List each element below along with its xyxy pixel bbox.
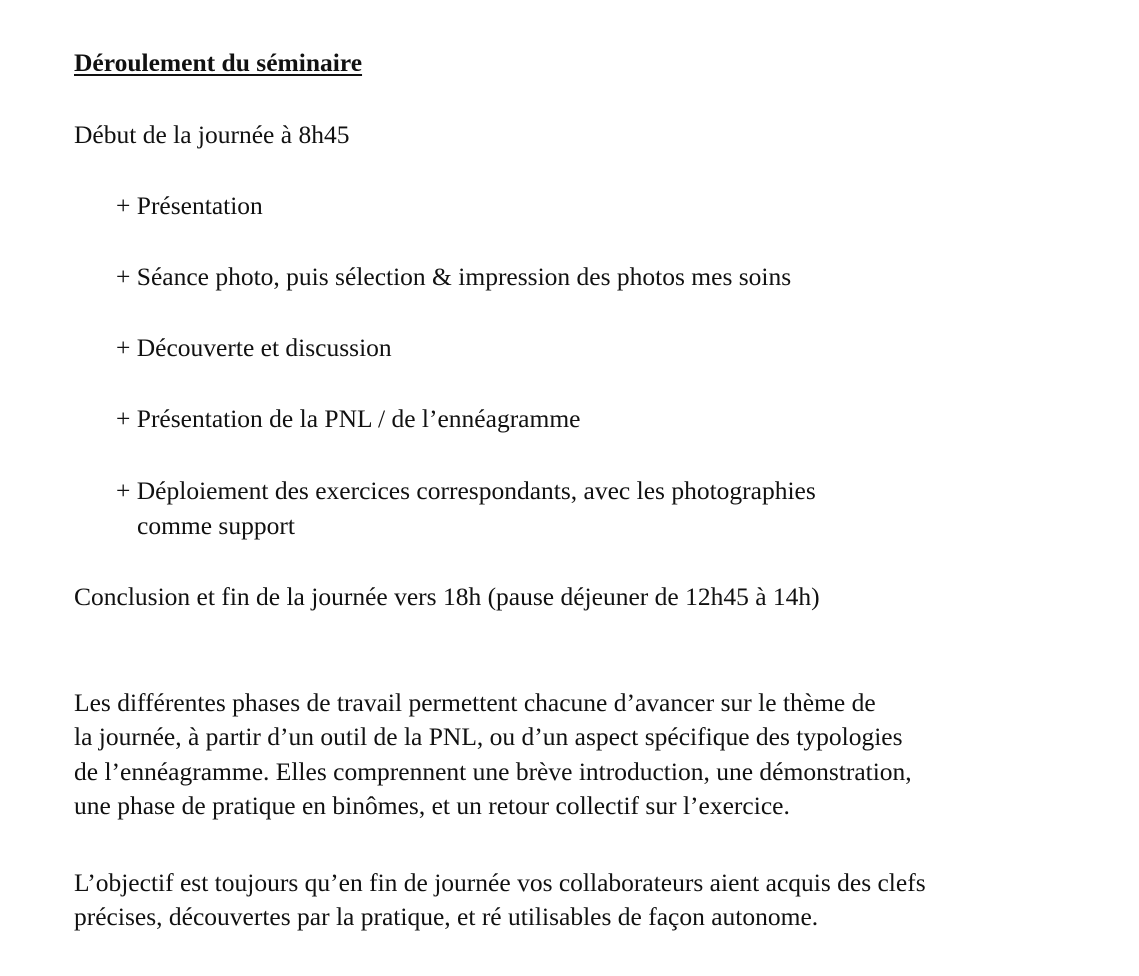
agenda-item-continuation: comme support bbox=[137, 511, 295, 540]
agenda-item: + Déploiement des exercices correspondants, avec les photographies bbox=[116, 476, 816, 505]
agenda-item: + Séance photo, puis sélection & impression des photos mes soins bbox=[116, 262, 792, 291]
paragraph-line: une phase de pratique en binômes, et un retour collectif sur l’exercice. bbox=[74, 790, 790, 820]
paragraph-objective bbox=[74, 866, 926, 935]
paragraph-line: précises, découvertes par la pratique, et ré utilisables de façon autonome. bbox=[74, 902, 819, 932]
paragraph-work-phases bbox=[74, 686, 912, 823]
conclusion-line: Conclusion et fin de la journée vers 18h (pause déjeuner de 12h45 à 14h) bbox=[74, 582, 820, 611]
paragraph-line: Les différentes phases de travail permettent chacune d’avancer sur le thème de bbox=[74, 688, 876, 717]
paragraph-line: L’objectif est toujours qu’en fin de journée vos collaborateurs aient acquis des clefs bbox=[74, 868, 926, 897]
agenda-item: + Présentation de la PNL / de l’ennéagramme bbox=[116, 404, 581, 433]
agenda-item: + Présentation bbox=[116, 191, 263, 220]
paragraph-line: la journée, à partir d’un outil de la PNL, ou d’un aspect spécifique des typologies bbox=[74, 722, 903, 752]
paragraph-line: de l’ennéagramme. Elles comprennent une brève introduction, une démonstration, bbox=[74, 756, 912, 786]
document-title: Déroulement du séminaire bbox=[74, 48, 363, 77]
start-time-line: Début de la journée à 8h45 bbox=[74, 120, 350, 149]
agenda-item: + Découverte et discussion bbox=[116, 333, 392, 362]
